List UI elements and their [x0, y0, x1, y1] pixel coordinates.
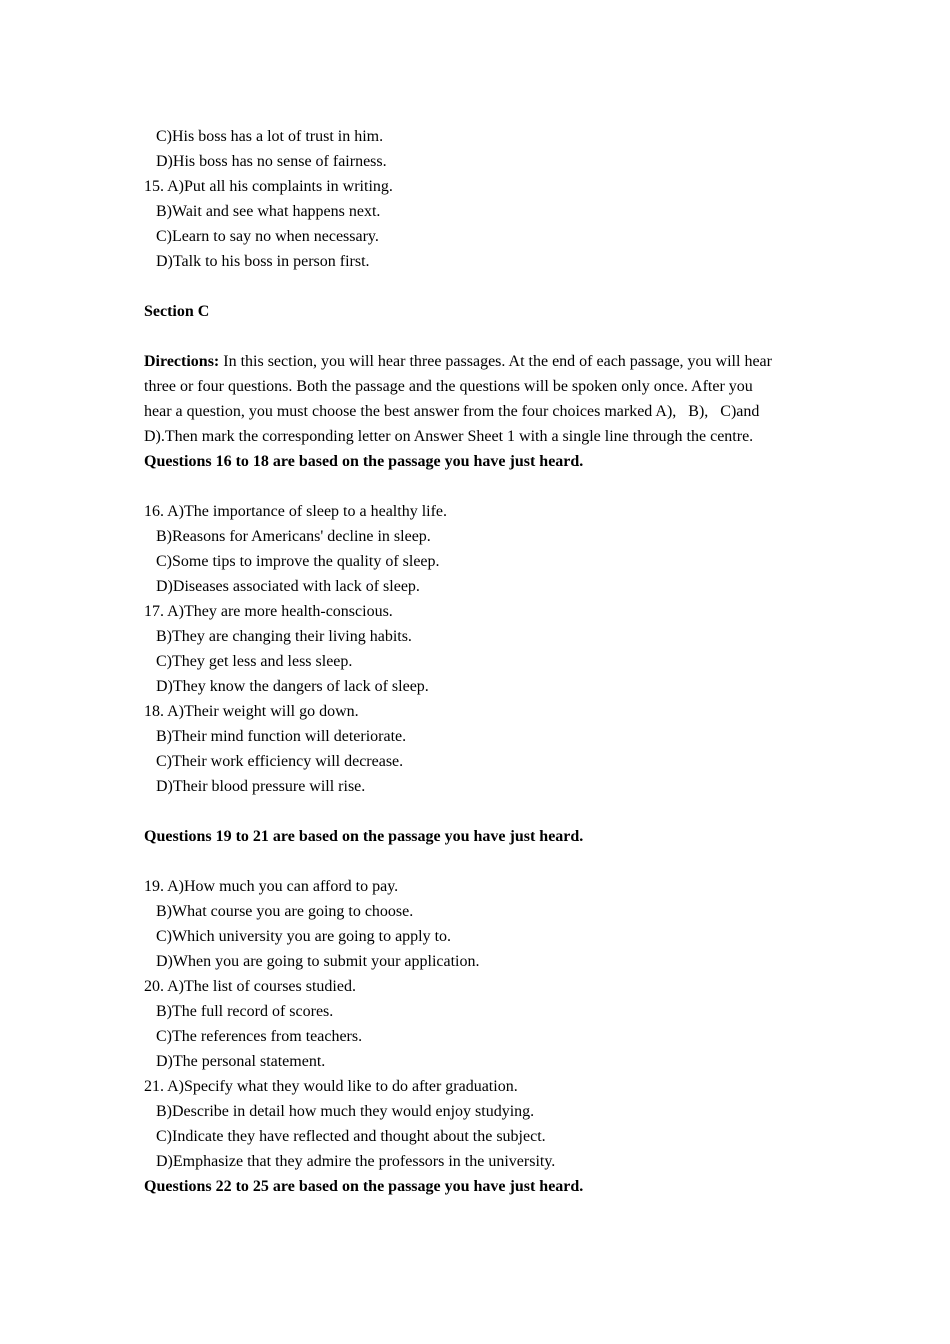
answer-option: D)His boss has no sense of fairness.	[156, 153, 387, 170]
answer-option: D)They know the dangers of lack of sleep.	[156, 678, 429, 695]
question-item: 18. A)Their weight will go down.	[144, 703, 359, 720]
answer-option: B)Describe in detail how much they would enjoy studying.	[156, 1103, 535, 1120]
question-item: 15. A)Put all his complaints in writing.	[144, 178, 393, 195]
answer-option: B)Wait and see what happens next.	[156, 203, 381, 220]
answer-option: C)They get less and less sleep.	[156, 653, 353, 670]
question-block-16-18	[144, 499, 814, 799]
answer-option: D)Their blood pressure will rise.	[156, 778, 366, 795]
answer-option: C)The references from teachers.	[156, 1028, 363, 1045]
directions-line: hear a question, you must choose the best answer from the four choices marked A), B), C)and	[144, 403, 760, 420]
answer-option: C)Some tips to improve the quality of sleep.	[156, 553, 440, 570]
answer-option: C)Indicate they have reflected and thought about the subject.	[156, 1128, 546, 1145]
answer-option: C)Learn to say no when necessary.	[156, 228, 379, 245]
answer-option: C)Their work efficiency will decrease.	[156, 753, 404, 770]
answer-option: B)What course you are going to choose.	[156, 903, 414, 920]
answer-option: C)His boss has a lot of trust in him.	[156, 128, 384, 145]
answer-option: B)The full record of scores.	[156, 1003, 334, 1020]
questions-heading-19-21: Questions 19 to 21 are based on the passage you have just heard.	[144, 828, 584, 845]
document-page	[144, 124, 814, 1199]
question-block-19-21	[144, 874, 814, 1174]
answer-option: B)Their mind function will deteriorate.	[156, 728, 407, 745]
directions-label: Directions:	[144, 353, 220, 370]
question-block-14-15	[144, 124, 814, 274]
question-item: 21. A)Specify what they would like to do after graduation.	[144, 1078, 518, 1095]
answer-option: C)Which university you are going to apply to.	[156, 928, 452, 945]
answer-option: B)Reasons for Americans' decline in sleep.	[156, 528, 431, 545]
directions-line: In this section, you will hear three passages. At the end of each passage, you will hear	[219, 353, 772, 370]
answer-option: D)Diseases associated with lack of sleep.	[156, 578, 420, 595]
answer-option: D)When you are going to submit your application.	[156, 953, 480, 970]
question-item: 19. A)How much you can afford to pay.	[144, 878, 399, 895]
answer-option: D)Talk to his boss in person first.	[156, 253, 370, 270]
question-item: 20. A)The list of courses studied.	[144, 978, 356, 995]
directions-line: three or four questions. Both the passage and the questions will be spoken only once. After you	[144, 378, 753, 395]
answer-option: D)Emphasize that they admire the professors in the university.	[156, 1153, 556, 1170]
answer-option: D)The personal statement.	[156, 1053, 326, 1070]
directions-paragraph	[144, 349, 814, 449]
section-heading: Section C	[144, 303, 210, 320]
question-item: 17. A)They are more health-conscious.	[144, 603, 393, 620]
questions-heading-22-25: Questions 22 to 25 are based on the passage you have just heard.	[144, 1178, 584, 1195]
directions-line: D).Then mark the corresponding letter on Answer Sheet 1 with a single line through the centre.	[144, 428, 754, 445]
answer-option: B)They are changing their living habits.	[156, 628, 412, 645]
questions-heading-16-18: Questions 16 to 18 are based on the passage you have just heard.	[144, 453, 584, 470]
question-item: 16. A)The importance of sleep to a healthy life.	[144, 503, 448, 520]
